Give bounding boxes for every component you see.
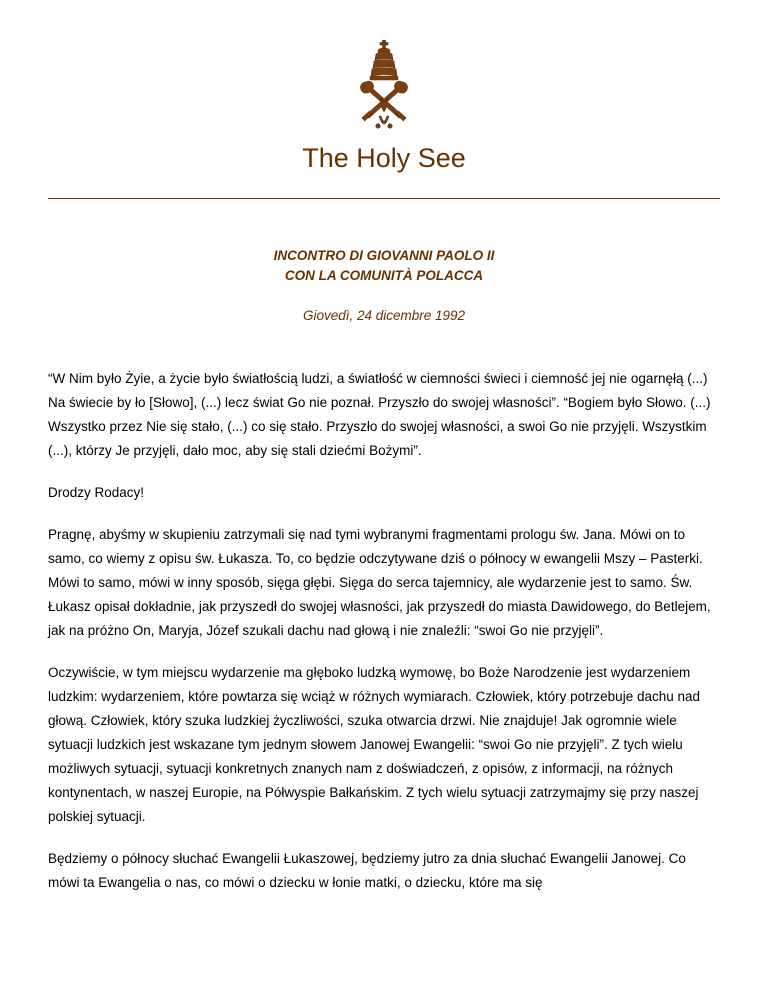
- site-title[interactable]: The Holy See: [302, 143, 466, 173]
- header-divider: [48, 198, 720, 199]
- papal-coat-of-arms-icon[interactable]: [351, 40, 417, 132]
- paragraph: “W Nim było Żyie, a życie było światłością ludzi, a światłość w ciemności świeci i ciemność jej nie ogarnęłą (...) Na świecie by ło [Słowo], (...) lecz świat Go nie poznał. Przyszło do swojej własności”. “Bogiem było Słowo. (...) Wszystko przez Nie się stało, (...) co się stało. Przyszło do swojej własności, a swoi Go nie przyjęli. Wszystkim (...), którzy Je przyjęli, dało moc, aby się stali dziećmi Bożymi”.: [48, 371, 711, 458]
- document-title-line-2: CON LA COMUNITÀ POLACCA: [284, 268, 484, 283]
- paragraph: Będziemy o północy słuchać Ewangelii Łukaszowej, będziemy jutro za dnia słuchać Ewangelii Janowej. Co mówi ta Ewangelia o nas, co mówi o dziecku w łonie matki, o dziecku, które ma się: [48, 851, 686, 890]
- document-date: Giovedì, 24 dicembre 1992: [302, 308, 466, 323]
- document-body: [48, 367, 720, 895]
- paragraph: Drodzy Rodacy!: [48, 485, 145, 500]
- page-header: [0, 0, 768, 174]
- paragraph: Pragnę, abyśmy w skupieniu zatrzymali się nad tymi wybranymi fragmentami prologu św. Jana. Mówi on to samo, co wiemy z opisu św. Łukasza. To, co będzie odczytywane dziś o północy w ewangelii Mszy – Pasterki. Mówi to samo, mówi w inny sposób, sięga głębi. Sięga do serca tajemnicy, ale wydarzenie jest to samo. Św. Łukasz opisał dokładnie, jak przyszedł do swojej własności, jak przyszedł do miasta Dawidowego, do Betlejem, jak na próżno On, Maryja, Józef szukali dachu nad głową i nie znaleźli: “swoi Go nie przyjęli”.: [48, 527, 711, 638]
- paragraph: Oczywiście, w tym miejscu wydarzenie ma głęboko ludzką wymowę, bo Boże Narodzenie jest wydarzeniem ludzkim: wydarzeniem, które powtarza się wciąż w różnych wymiarach. Człowiek, który potrzebuje dachu nad głową. Człowiek, który szuka ludzkiej życzliwości, szuka otwarcia drzwi. Nie znajduje! Jak ogromnie wiele sytuacji ludzkich jest wskazane tym jednym słowem Janowej Ewangelii: “swoi Go nie przyjęli”. Z tych wielu możliwych sytuacji, sytuacji konkretnych znanych nam z doświadczeń, z opisów, z informacji, na różnych kontynentach, w naszej Europie, na Półwyspie Bałkańskim. Z tych wielu sytuacji zatrzymajmy się przy naszej polskiej sytuacji.: [48, 665, 701, 824]
- document-title-line-1: INCONTRO DI GIOVANNI PAOLO II: [273, 248, 495, 263]
- document-title: [0, 246, 768, 286]
